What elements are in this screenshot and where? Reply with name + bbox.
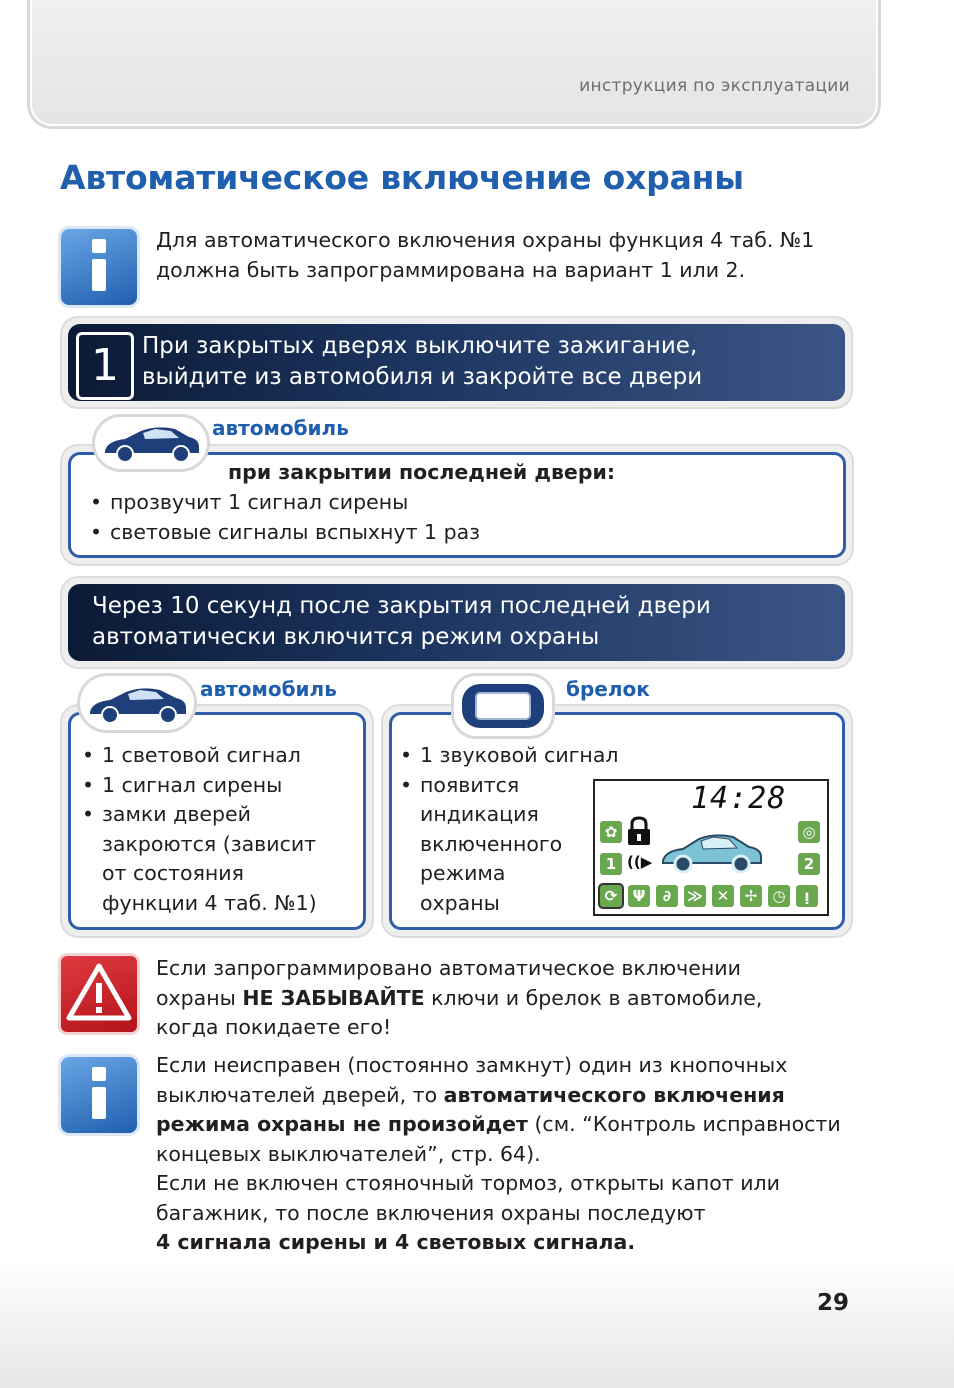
list-item-line: • появится [420, 772, 520, 797]
page-number: 29 [816, 1290, 849, 1316]
lock-icon [625, 815, 653, 847]
list-item [400, 771, 619, 919]
list-item: • световые сигналы вспыхнут 1 раз [90, 518, 480, 548]
list-item-line: • замки дверей [102, 802, 251, 826]
info-note-2-line1: Если неисправен (постоянно замкнут) один из кнопочных [156, 1053, 788, 1077]
step2-line2: автоматически включится режим охраны [92, 624, 600, 650]
list-item-line: индикация [420, 802, 539, 826]
list-item: • прозвучит 1 сигнал сирены [90, 488, 480, 518]
info-note-2-line4: концевых выключателей”, стр. 64). [156, 1141, 541, 1166]
info-note-2-line2 [156, 1081, 841, 1111]
step2-banner [68, 584, 845, 661]
lcd-num-left: 1 [600, 853, 622, 875]
list-item-line: функции 4 таб. №1) [102, 890, 317, 915]
car-box2-list [82, 741, 317, 918]
list-item-line: закроются (зависит [102, 831, 317, 856]
trunk-icon: ◎ [798, 821, 820, 843]
step1-line2: выйдите из автомобиля и закройте все двери [142, 364, 703, 390]
service-icon: Ψ [628, 885, 650, 907]
warning-line2 [156, 984, 762, 1014]
antenna-icon: ✕ [712, 885, 734, 907]
engine-icon: ✿ [600, 821, 622, 843]
lcd-clock: 14:28 [691, 781, 787, 816]
fob-box-list [400, 741, 619, 918]
info-note-2-line6: багажник, то после включения охраны последуют [156, 1200, 706, 1225]
info-note-1 [156, 226, 814, 285]
hood-icon: ∂ [656, 885, 678, 907]
car-status-icon [657, 825, 769, 877]
step-number: 1 [76, 332, 134, 400]
info-note-2-line7: 4 сигнала сирены и 4 световых сигнала. [156, 1230, 636, 1254]
list-item-line: включенного [420, 831, 563, 856]
info2-line3-post: (см. “Контроль исправности [527, 1112, 841, 1136]
car-icon [95, 417, 207, 469]
info2-line2-bold: автоматического включения [443, 1082, 785, 1107]
car-icon [80, 676, 194, 730]
light-icon: ≫ [684, 885, 706, 907]
warning-line2-pre: охраны [156, 985, 243, 1010]
step2-line1: Через 10 секунд после закрытия последней двери [92, 593, 711, 619]
car-badge-2 [80, 676, 194, 730]
fob-lcd-display [593, 779, 829, 916]
step1-banner [68, 324, 845, 401]
list-item-line: режима [420, 861, 506, 885]
list-item: • 1 звуковой сигнал [400, 741, 619, 771]
info-icon [61, 229, 137, 305]
warning-icon [61, 956, 137, 1032]
info-note-1-line1: Для автоматического включения охраны функция 4 таб. №1 [156, 228, 815, 252]
sync-icon: ⟳ [600, 885, 622, 907]
list-item [82, 800, 317, 918]
warning-line1: Если запрограммировано автоматическое включении [156, 956, 741, 980]
warning-line2-post: ключи и брелок в автомобиле, [424, 985, 763, 1010]
list-item: • 1 сигнал сирены [82, 771, 317, 801]
warning-text [156, 954, 762, 1043]
step1-line1: При закрытых дверях выключите зажигание, [142, 333, 698, 359]
clock-icon: ◷ [768, 885, 790, 907]
car-box1-heading: при закрытии последней двери: [228, 460, 616, 484]
car-box2-label: автомобиль [200, 677, 337, 701]
info-note-1-line2: должна быть запрограммирована на вариант 1 или 2. [156, 257, 746, 282]
info-icon-2 [61, 1057, 137, 1133]
header-band [30, 0, 878, 126]
key-fob-icon [454, 676, 552, 736]
header-caption: инструкция по эксплуатации [579, 76, 850, 96]
list-item-line: от состояния [102, 861, 244, 885]
info-note-2-line5: Если не включен стояночный тормоз, открыты капот или [156, 1171, 780, 1195]
page-title: Автоматическое включение охраны [60, 158, 744, 197]
thermometer-icon: ᴉ [796, 885, 818, 907]
warning-emphasis: НЕ ЗАБЫВАЙТЕ [242, 985, 425, 1010]
info-note-2-line3 [156, 1110, 841, 1140]
info2-line2-pre: выключателей дверей, то [156, 1082, 444, 1107]
list-item-line: охраны [420, 890, 500, 915]
fan-icon: ✢ [740, 885, 762, 907]
warning-line3: когда покидаете его! [156, 1015, 392, 1039]
fob-badge [454, 676, 552, 736]
siren-icon: ((▶ [627, 853, 653, 871]
page-footer [0, 1258, 954, 1388]
car-badge [95, 417, 207, 469]
fob-box-label: брелок [566, 677, 650, 701]
lcd-num-right: 2 [798, 853, 820, 875]
car-box1-list [90, 488, 480, 547]
info-note-2 [156, 1051, 841, 1258]
list-item: • 1 световой сигнал [82, 741, 317, 771]
car-box1-label: автомобиль [212, 416, 349, 440]
info2-line3-bold: режима охраны не произойдет [156, 1112, 528, 1136]
